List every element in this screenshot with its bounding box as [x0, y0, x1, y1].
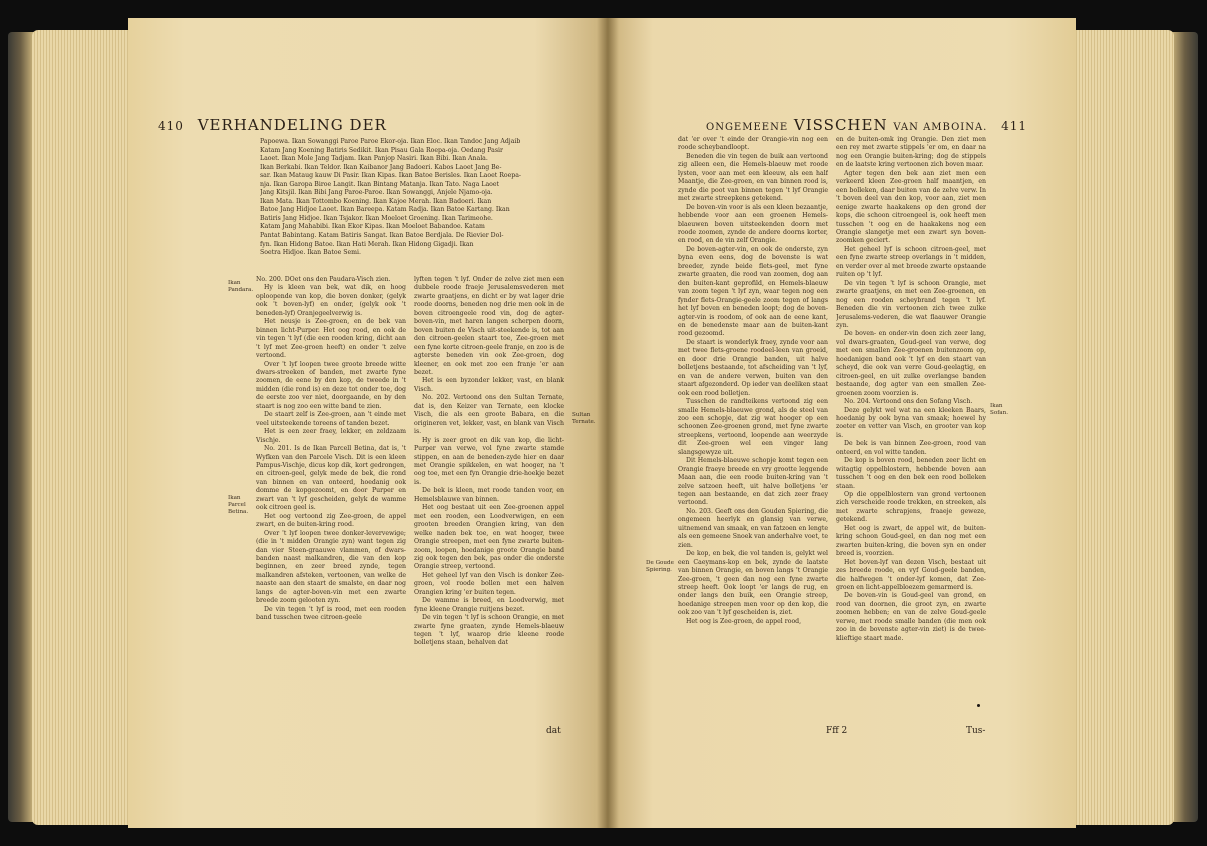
paragraph: De wamme is breed, en Loodverwig, met fyne kleene Orangie ruitjens bezet.	[414, 597, 564, 613]
page-mark-dot	[977, 704, 980, 707]
margin-note-parcel-betina: Ikan Parcel Betina.	[228, 495, 249, 515]
paragraph: De boven- en onder-vin doen zich zeer lang, vol dwars-graaten, Goud-geel van verwe, dog met een smallen Zee-groenen buitenzoom op, hoedanigen band ook 't lyf en den staart van scheyd, die ook van verre Goud-geelagtig, en citroen-geel, en uit zulke overlangse banden bestaande, dog agter van een smallen Zee-groenen zoom voorzien is.	[836, 330, 986, 397]
paragraph: Het geheel lyf is schoon citroen-geel, met een fyne zwarte streep overlangs in 't midden, en verder over al met breede zwarte opstaande ruiten op 't lyf.	[836, 245, 986, 279]
left-page-number: 410	[158, 119, 184, 133]
left-head-title: VERHANDELING DER	[197, 116, 387, 134]
paragraph: Hy is kleen van bek, wat dik, en hoog oploopende van kop, die boven donker, (gelyk ook 't boven-lyf) en onder, (gelyk ook 't beneden-lyf) Oranjegeelverwig is.	[256, 284, 406, 317]
name-list-line: fyn. Ikan Hidong Batoe. Ikan Hati Merah. Ikan Hidong Gigadji. Ikan	[260, 240, 474, 248]
paragraph: No. 200. DOet ons den Paudara-Visch zien.	[256, 276, 391, 283]
paragraph: De kop, en bek, die vol tanden is, gelykt wel een Caeymans-kop en bek, zynde de laatste van binnen Orangie, en boven langs 't Orangie Zee-groen, 't geen dan nog een fyne zwarte streep heeft. Ook loopt 'er langs de rug, en onder langs den buik, een Orangie streep, hoedanige streepen men voor op den kop, die ook zoo van 't lyf gescheiden is, ziet.	[678, 550, 828, 617]
right-column-2	[836, 136, 986, 724]
name-list-line: Batiris Jang Hidjoe. Ikan Tsjakor. Ikan Moeloet Groening. Ikan Tarimeohe.	[260, 214, 493, 222]
name-list-line: nja. Ikan Garopa Biroe Langit. Ikan Bintang Matanja. Ikan Tato. Naga Laoet	[260, 180, 500, 188]
right-head-prefix: ONGEMEENE	[706, 122, 789, 133]
book-gutter	[597, 18, 619, 828]
paragraph: No. 201. Is de Ikan Parcell Betina, dat is, 't Wyfken van den Parcele Visch. Dit is een kleen Pampus-Vischje, dicus kop dik, kort gedrongen, en citroen-geel, gelyk mede de bek, die rond van binnen en van onteerd, hoedanig ook domme de kopgezoomt, en door Purper en zwart van 't lyf gescheiden, gelyk de wamme ook citroen geel is.	[256, 445, 406, 512]
name-list-line: Papoewa. Ikan Sowanggi Paroe Paroe Ekor-oja. Ikan Eloc. Ikan Tandoc Jang Adjaib	[260, 138, 521, 145]
paragraph: Het oog bestaat uit een Zee-groenen appel met een rooden, een Loodverwigen, en een grooten breeden Orangien kring, van den welke naden bek toe, en wat hooger, twee Orangie streepen, met een fyne zwarte buiten-zoom, loopen, hoedanige groote Orangie band zig ook tegen den bek, pas onder die onderste Orangie streep, vertoond.	[414, 504, 564, 571]
margin-note-goude-spiering: De Goude Spiering.	[646, 560, 674, 573]
paragraph: Op die oppelblostern van grond vertoonen zich verscheide roode trekken, en streeken, als met zwarte schrapjens, fraaeje geweze, getekend.	[836, 491, 986, 524]
paragraph: Het is een byzonder lekker, vast, en blank Visch.	[414, 377, 564, 393]
name-list-line: Ikan Berkabi. Ikan Teldor. Ikan Kaibanor Jang Badoeri. Kabos Laoet Jang Be-	[260, 163, 502, 171]
right-running-head	[706, 116, 1027, 134]
margin-note-sultan-ternate: Sultan Ternate.	[572, 412, 596, 425]
paragraph: dat 'er over 't einde der Orangie-vin nog een roode scheybandloopt.	[678, 136, 828, 152]
paragraph: No. 202. Vertoond ons den Sultan Ternate, dat is, den Keizer van Ternate, een klocke Visch, die als een groote Babara, en die origineren vet, lekker, vast, en blank van Visch is.	[414, 394, 564, 436]
paragraph: Over 't lyf loopen twee groote breede witte dwars-streeken of banden, met zwarte fyne zoomen, de eene by den kop, de tweede in 't midden (die rond is) en deze tot onder toe, dog de eerste zoo ver niet, doorgaande, en by den staart is nog zoo een witte band te zien.	[256, 360, 406, 410]
left-catchword: dat	[546, 726, 561, 736]
right-catchword: Tus-	[966, 726, 986, 736]
paragraph: Het boven-lyf van dezen Visch, bestaat uit zes breede roode, en vyf Goud-geele banden, die halfwegen 't onder-lyf komen, dat Zee-groen en licht-appelbloezem gemarmerd is.	[836, 558, 986, 592]
paragraph: De boven-vin is Goud-geel van grond, en rood van doornen, die groot zyn, en zwarte zoomen hebben; en van de zelve Goud-geele verwe, met roode smalle banden (die men ook zoo in de bovenste agter-vin ziet) is de twee-klieftige staart made.	[836, 592, 986, 642]
left-running-head	[158, 116, 387, 134]
margin-note-pandara: Ikan Pandara.	[228, 280, 254, 293]
right-page	[606, 18, 1076, 828]
paragraph: Het geheel lyf van den Visch is donker Zee-groen, vol roode bollen met een halven Orangien kring 'er buiten tegen.	[414, 571, 564, 596]
paragraph: De boven-vin voor is als een kleen bezaantje, hebbende voor aan een groenen Hemels-blaeuwen boven uitsteekenden doorn met roode zoomen, zynde de andere doorns korter, en rood, en de vin zelf Orangie.	[678, 203, 828, 245]
name-list-line: Batoe Jang Hidjoe Laoet. Ikan Bareepa. Katam Radja. Ikan Batoe Kartang. Ikan	[260, 206, 510, 214]
open-book	[8, 12, 1198, 838]
paragraph: De vin tegen 't lyf is schoon Orangie, met zwarte graatjens, en met een Zee-groenen, en nog een rooden scheybrand tegen 't lyf. Beneden die vin vertoonen zich twee zulke Jerusalems-vederen, die wat flaauwer Orangie zyn.	[836, 279, 986, 329]
name-list-line: Soetra Hidjoe. Ikan Batoe Semi.	[260, 249, 361, 257]
paragraph: De staart is wonderlyk fraey, zynde voor aan met twee flets-groene roodeel-leen van groeid, en door drie Orangie banden, uit halve bolletjens bestaande, tot afscheiding van 't lyf, en van de andere verwen, buiten van den staart afgezonderd. Op ieder van deeliken staat ook een rood bolletjen.	[678, 338, 828, 397]
paragraph: Agter tegen den bek aan ziet men een verkeerd kleen Zee-groen half maantjen, en een bolleken, daar buiten van de zelve verw. In 't boven deel van den kop, voor aan, ziet men eenige zwarte haakakens op den grond der kops, die schoon citroengeel is, ook heeft men tusschen 't oog en de haakakens nog een Orangie slangetje met een zwart syn boven-zoomken geciert.	[836, 169, 986, 245]
margin-note-sofan: Ikan Sofan.	[990, 403, 1008, 416]
name-list-line: Laoet. Ikan Mole Jang Tadjam. Ikan Panjop Nasiri. Ikan Bibi. Ikan Anala.	[260, 155, 488, 163]
right-head-main: VISSCHEN	[793, 116, 888, 134]
name-list-line: Ikan Mata. Ikan Tottombo Koening. Ikan Kajoe Merah. Ikan Badoeri. Ikan	[260, 197, 492, 205]
paragraph: De staart zelf is Zee-groen, aan 't einde met veel uitsteekende toreens of tanden bezet.	[256, 411, 406, 427]
paragraph: De bek is kleen, met roode tanden voor, en Hemelsblauwe van binnen.	[414, 487, 564, 503]
paragraph: Hy is zeer groot en dik van kop, die licht-Purper van verwe, vol fyne zwarte stamde stippen, en aan de beneden-zyde hier en daar met Orangie spikkelen, en wat hooger, na 't oog toe, met een fyn Orangie drie-hoekje bezet is.	[414, 436, 564, 486]
paragraph: No. 203. Geeft ons den Gouden Spiering, die ongemeen heerlyk en glansig van verwe, uitnemend van smaak, en van fatzoen en lengte als een gemeene Snoek van anderhalve voet, te zien.	[678, 507, 828, 549]
name-list-line: Katam Jang Mahabibi. Ikan Ekor Kipas. Ikan Moeloet Babandoe. Katam	[260, 223, 485, 231]
paragraph: No. 204. Vertoond ons den Sofang Visch.	[844, 398, 973, 406]
paragraph: Dit Hemels-blaeuwe schopje komt tegen een Orangie fraeye breede en vry grootte leggende Maan aan, die een roode buiten-kring van 't zelve satzoen heeft, uit halve bolletjens 'er tegen aan bestaande, en dat zich zeer fraey vertoond.	[678, 457, 828, 507]
right-column-1	[678, 136, 828, 724]
left-column-1	[256, 276, 406, 724]
paragraph: lyften tegen 't lyf. Onder de zelve ziet men een dubbele roode fraeje Jerusalemsvederen met zwarte graatjens, en dicht er by wat lager drie roode doorns, beneden nog drie men ook in de boven citroengeele rood vin, dog de agter-boven-vin, met haren langen scherpen doorn, boven buiten de Visch uit-steekende is, tot aan den citroen-geelen staart toe, Zee-groen met een fyne korte citroen-geele franje, en zoo is de agterste beneden vin ook Zee-groen, dog kleener, en ook met zoo een franje 'er aan bezet.	[414, 276, 564, 376]
paragraph: en de buiten-omk ing Orangie. Den ziet men een rey met zwarte stippels 'er om, en daar na nog een Orangie buiten-kring; dog de stippels en de laatste kring vertoonen zich boven maar.	[836, 136, 986, 169]
paragraph: De boven-agter-vin, en ook de onderste, zyn byna even eens, dog de bovenste is wat breeder, zynde beide flets-geel, met fyne zwarte graaten, die rood van zoomen, dog aan den buiten-kant geprofild, en Hemels-blaeuw van zoom tegen 't lyf zyn, waar tegen nog een fynder flets-Orangie-geele zoom tegen of langs het lyf boven en beneden loopt; dog de boven-agter-vin is roodom, of ook aan de eene kant, en de benedenste maar aan de buiten-kant rood gezoomd.	[678, 245, 828, 338]
left-page	[128, 18, 606, 828]
name-list-line: Jang Kitsjil. Ikan Bibi Jang Paroe-Paroe. Ikan Sowanggi, Anjele Njamo-oja.	[260, 189, 493, 197]
page-signature: Fff 2	[826, 726, 848, 736]
name-list-line: sar. Ikan Mataug kauw Di Pasir. Ikan Kipas. Ikan Batoe Berisles. Ikan Laoet Roepa-	[260, 172, 521, 180]
paragraph: De vin tegen 't lyf is schoon Orangie, en met zwarte fyne graaten, zynde Hemels-blaeuw tegen 't lyf, waarop drie kleene roode bolletjens staan, behalven dat	[414, 614, 564, 647]
paragraph: Het oog is Zee-groen, de appel rood,	[686, 617, 802, 625]
name-list-line: Pantat Babintang. Katam Batiris Sangat. Ikan Batoe Berdjala. De Rievier Dol-	[260, 232, 504, 240]
paragraph: Het oog vertoond zig Zee-groen, de appel zwart, en de buiten-kring rood.	[256, 512, 406, 529]
paragraph: Beneden die vin tegen de buik aan vertoond zig alleen een, die Hemels-blaeuw met roode lysten, voor aan met een kleeuw, als een half Maantje, die Zee-groen, en van binnen rood is, zynde die poot van binnen tegen 't lyf Orangie met zwarte streepkens getekend.	[678, 152, 828, 203]
paragraph: Het neusje is Zee-groen, en de bek van binnen licht-Purper. Het oog rood, en ook de vin tegen 't lyf (die een rooden kring, dicht aan 't lyf met Zee-groen heeft) en onder 't zelve vertoond.	[256, 318, 406, 360]
right-page-number: 411	[1001, 119, 1028, 133]
paragraph: Het is een zeer fraey, lekker, en zeldzaam Vischje.	[256, 428, 406, 444]
paragraph: Deze gelykt wel wat na een kleeken Baars, hoedanig by ook byna van smaak; hoewel hy zoeter en vetter van Visch, en grooter van kop is.	[836, 406, 986, 439]
paragraph: Het oog is zwart, de appel wit, de buiten-kring schoon Goud-geel, en dan nog met een zwarten buiten-kring, die boven syn en onder breed is, voorzien.	[836, 524, 986, 558]
paragraph: Tusschen de randteikens vertoond zig een smalle Hemels-blaeuwe grond, als de steel van zoo een schopje, dat zig wat hooger op een schoonen Zee-groenen grond, met fyne zwarte streepkens, vertoond, loopende aan weerzyde dit Zee-groen wel een vinger lang slangsgewyze uit.	[678, 398, 828, 456]
paragraph: De kop is boven rood, beneden zeer licht en witagtig oppelblostern, hebbende boven aan tusschen 't oog en den bek een rood bolleken staan.	[836, 457, 986, 490]
name-list	[260, 138, 570, 266]
left-column-2	[414, 276, 564, 724]
paragraph: De vin tegen 't lyf is rood, met een rooden band tusschen twee citroen-geele	[256, 605, 406, 622]
right-head-suffix: VAN AMBOINA.	[893, 122, 988, 133]
paragraph: De bek is van binnen Zee-groen, rood van onteerd, en vol witte tanden.	[836, 440, 986, 456]
name-list-line: Katam Jang Koening Batiris Sedikit. Ikan Pisau Gala Roepa-oja. Oedang Pasir	[260, 146, 503, 154]
paragraph: Over 't lyf loopen twee donker-levervewige; (die in 't midden Orangie zyn) want tegen zig dan vier Steen-graauwe vlammen, of dwars-banden naast malkandren, die van den kop beginnen, en zeer breed zynde, tegen malkandren afsteken, vertoonen, van welke de naaste aan den staart de smalste, en daar nog langs de agter-boven-vin met een zwarte breede zoom gelooten zyn.	[256, 529, 406, 605]
